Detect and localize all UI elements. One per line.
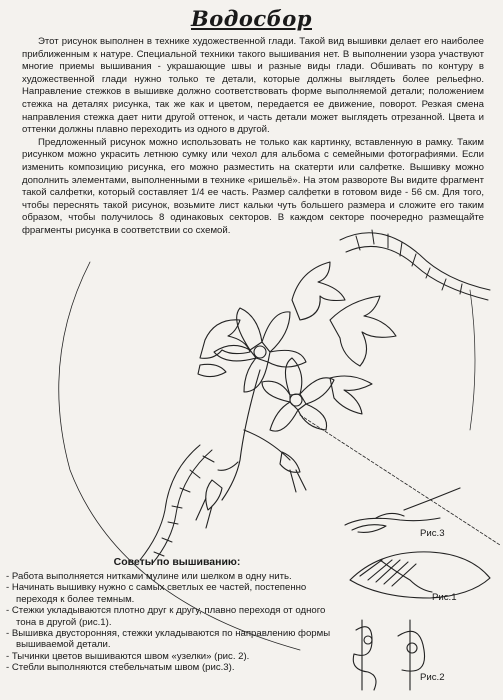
tip-item: - Начинать вышивку нужно с самых светлых ее частей, постепенно переходя к более темным.: [6, 582, 307, 605]
page-title: Водосбор: [190, 6, 312, 31]
stitch-diagram-1: [350, 552, 490, 598]
flower-upper: [198, 308, 306, 392]
sector-line: [300, 415, 500, 545]
flower-lower: [262, 358, 334, 431]
tips-heading: Советы по вышиванию:: [113, 556, 241, 568]
stem-branch: [244, 430, 290, 460]
tip-item: - Тычинки цветов вышиваются швом «узелки» (рис. 2).: [6, 650, 250, 662]
bud-left: [196, 480, 222, 528]
leaf-left: [200, 320, 250, 359]
intro-paragraph-2: Предложенный рисунок можно использовать не только как картинку, вставленную в рамку. Таким рисунком можно украсить летнюю сумку или чехол для альбома с семейными фотографиями. Если изменить композицию рисунка, его можно разместить на скатерти или салфетке. Вышивку можно дополнить элементами, выполненными в технике «ришельё». На этом развороте Вы видите фрагмент такой салфетки, который составляет 1/4 ее часть. Размер салфетки в готовом виде - 56 см. Для того, чтобы переснять такой рисунок, возьмите лист кальки чуть большего размера и сложите его таким образом, чтобы получилось 8 одинаковых секторов. В каждом секторе поочередно размещайте фрагменты рисунка в соответствии со схемой.: [22, 136, 484, 236]
leaf-right: [330, 296, 396, 366]
tip-item: - Стебли выполняются стебельчатым швом (рис.3).: [6, 662, 235, 674]
intro-paragraph-1: Этот рисунок выполнен в технике художественной глади. Такой вид вышивки делает его наиболее приближенным к натуре. Специальной техники такого вышивания нет. В выполнении узора участвуют многие приемы вышивания - украшающие швы и разные виды глади. Обшивать по контуру в художественной глади нужно только те детали, которые должны выглядеть более рельефно. Направление стежков в вышивке должно соответствовать форме выполняемой детали; положением стежка на деталях рисунка, так же как и цветом, передается ее движение, поворот. Резкая смена направления стежка дает нити другой оттенок, и часть детали может выглядеть отрезанной. Цвета и оттенки должны плавно переходить из одного в другой.: [22, 36, 484, 136]
leaf-top: [292, 262, 345, 320]
stem-branch-2: [218, 462, 238, 470]
tip-item: - Работа выполняется нитками мулине или шелком в одну нить.: [6, 571, 292, 582]
stitch-diagram-2: [353, 620, 424, 690]
figure-2-label: Рис.2: [420, 672, 445, 683]
sector-line-right: [470, 290, 475, 430]
leaf-lower-right: [330, 376, 372, 414]
ribbon-band-top: [340, 230, 490, 300]
figure-1-label: Рис.1: [432, 592, 457, 603]
bud-right: [280, 452, 306, 492]
tip-item: - Вышивка двусторонняя, стежки укладываются по направлению формы вышиваемой детали.: [6, 628, 331, 651]
stitch-diagram-3: [345, 488, 460, 532]
figure-3-label: Рис.3: [420, 528, 445, 539]
tip-item: - Стежки укладываются плотно друг к другу, плавно переходя от одного тона в другой (рис.1).: [6, 605, 326, 628]
tips-list: [6, 571, 346, 674]
